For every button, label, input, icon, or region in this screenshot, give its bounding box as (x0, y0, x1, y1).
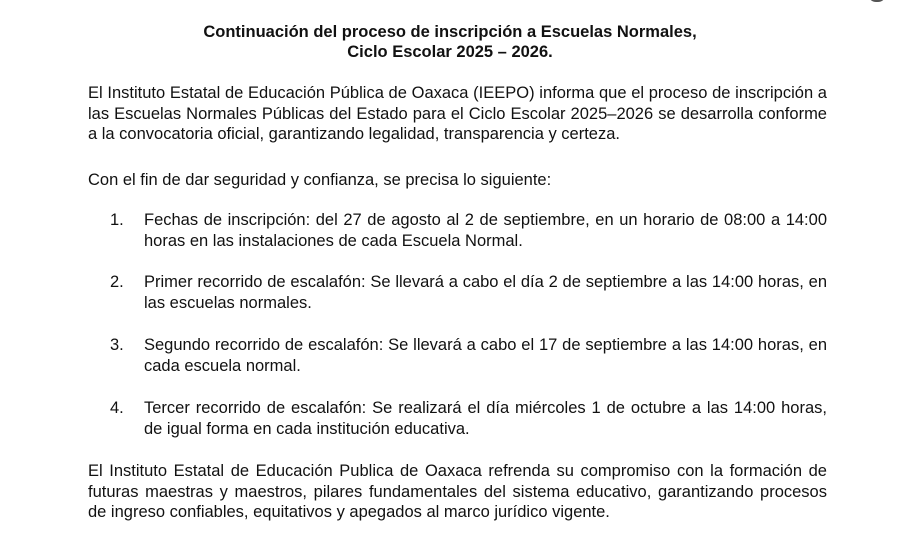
list-item (110, 335, 827, 376)
closing-paragraph: El Instituto Estatal de Educación Publica de Oaxaca refrenda su compromiso con la formación de futuras maestras y maestros, pilares fundamentales del sistema educativo, garantizando procesos de ingreso confiables, equitativos y apegados al marco jurídico vigente. (88, 462, 827, 521)
list-item-number: 1. (110, 211, 124, 229)
document-title-line-1: Continuación del proceso de inscripción a Escuelas Normales, (203, 23, 697, 41)
list-item-text: Primer recorrido de escalafón: Se llevará a cabo el día 2 de septiembre a las 14:00 horas, en las escuelas normales. (144, 273, 827, 312)
list-item (110, 210, 827, 251)
list-item-number: 4. (110, 399, 124, 417)
list-item-text: Fechas de inscripción: del 27 de agosto al 2 de septiembre, en un horario de 08:00 a 14:00 horas en las instalaciones de cada Escuela Normal. (144, 211, 827, 250)
document-title-line-2: Ciclo Escolar 2025 – 2026. (347, 43, 553, 61)
list-item-text: Tercer recorrido de escalafón: Se realizará el día miércoles 1 de octubre a las 14:00 horas, de igual forma en cada institución educativa. (144, 399, 827, 438)
top-edge-mark (868, 0, 886, 2)
lead-paragraph: Con el fin de dar seguridad y confianza, se precisa lo siguiente: (88, 171, 552, 189)
list-item (110, 398, 827, 439)
intro-paragraph: El Instituto Estatal de Educación Pública de Oaxaca (IEEPO) informa que el proceso de inscripción a las Escuelas Normales Públicas del Estado para el Ciclo Escolar 2025–2026 se desarrolla conforme a la convocatoria oficial, garantizando legalidad, transparencia y certeza. (88, 84, 827, 143)
list-item-text: Segundo recorrido de escalafón: Se llevará a cabo el 17 de septiembre a las 14:00 horas, en cada escuela normal. (144, 336, 827, 375)
list-item-number: 3. (110, 336, 124, 354)
list-item (110, 272, 827, 313)
list-item-number: 2. (110, 273, 124, 291)
